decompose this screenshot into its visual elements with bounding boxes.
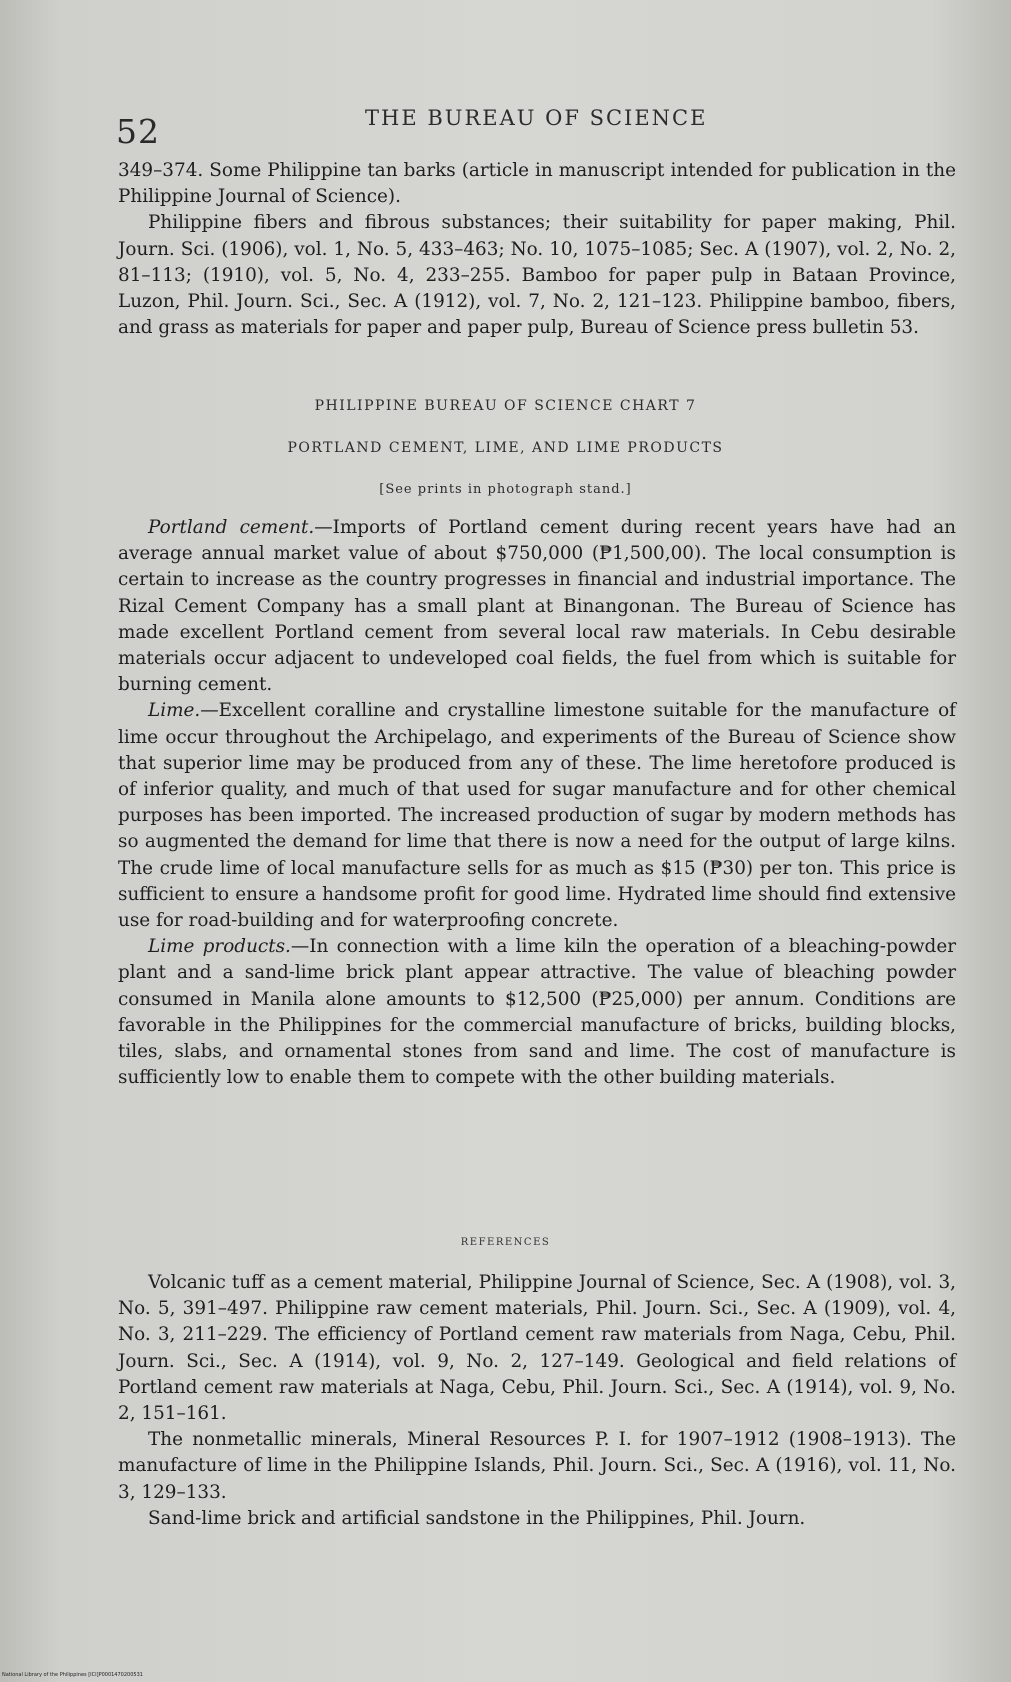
section-lead: Lime products. [148, 936, 291, 958]
intro-paragraph-2: Philippine fibers and fibrous substances; their suitability for paper making, Phil. Journ. Sci. (1906), vol. 1, No. 5, 433–463; No. 10, 1075–1085; Sec. A (1907), vol. 2, No. 2, 81–113; (1910), vol. 5, No. 4, 233–255. Bamboo for paper pulp in Bataan Province, Luzon, Phil. Journ. Sci., Sec. A (1912), vol. 7, No. 2, 121–123. Philippine bamboo, fibers, and grass as materials for paper and paper pulp, Bureau of Science press bulletin 53. [118, 212, 956, 339]
reference-item: Sand-lime brick and artificial sandstone in the Philippines, Phil. Journ. [148, 1507, 806, 1529]
chart-heading: PHILIPPINE BUREAU OF SCIENCE CHART 7 [314, 398, 697, 414]
reference-item: The nonmetallic minerals, Mineral Resources P. I. for 1907–1912 (1908–1913). The manufacture of lime in the Philippine Islands, Phil. Journ. Sci., Sec. A (1916), vol. 11, No. 3, 129–133. [118, 1429, 956, 1503]
section-lead: Portland cement. [148, 517, 315, 538]
reference-item: Volcanic tuff as a cement material, Philippine Journal of Science, Sec. A (1908), vol. 3, No. 5, 391–497. Philippine raw cement materials, Phil. Journ. Sci., Sec. A (1909), vol. 4, No. 3, 211–229. The efficiency of Portland cement raw materials from Naga, Cebu, Phil. Journ. Sci., Sec. A (1914), vol. 9, No. 2, 127–149. Geological and field relations of Portland cement raw materials at Naga, Cebu, Phil. Journ. Sci., Sec. A (1914), vol. 9, No. 2, 151–161. [118, 1272, 956, 1425]
main-text [118, 515, 956, 1091]
references-heading: REFERENCES [460, 1237, 551, 1248]
section-text: —Excellent coralline and crystalline limestone suitable for the manufacture of lime occur throughout the Archipelago, and experiments of the Bureau of Science show that superior lime may be produced from any of these. The lime heretofore produced is of inferior quality, and much of that used for sugar manufacture and for other chemical purposes has been imported. The increased production of sugar by modern methods has so augmented the demand for lime that there is now a need for the output of large kilns. The crude lime of local manufacture sells for as much as $15 (₱30) per ton. This price is sufficient to ensure a handsome profit for good lime. Hydrated lime should find extensive use for road-building and for waterproofing concrete. [118, 700, 956, 932]
section-text: —Imports of Portland cement during recent years have had an average annual market value of about $750,000 (₱1,500,00). The local consumption is certain to increase as the country progresses in financial and industrial importance. The Rizal Cement Company has a small plant at Binangonan. The Bureau of Science has made excellent Portland cement from several local raw materials. In Cebu desirable materials occur adjacent to undeveloped coal fields, the fuel from which is suitable for burning cement. [118, 517, 957, 696]
running-head: THE BUREAU OF SCIENCE [365, 106, 708, 130]
chart-note: [See prints in photograph stand.] [379, 482, 632, 497]
chart-subheading: PORTLAND CEMENT, LIME, AND LIME PRODUCTS [287, 440, 724, 456]
page-number: 52 [116, 112, 160, 151]
intro-text [118, 158, 956, 341]
scan-credit: National Library of the Philippines [ICI]P0001470200531 [2, 1672, 143, 1678]
section-portland-cement [118, 515, 956, 698]
intro-paragraph-1: 349–374. Some Philippine tan barks (article in manuscript intended for publication in the Philippine Journal of Science). [118, 160, 956, 208]
section-text: —In connection with a lime kiln the operation of a bleaching-powder plant and a sand-lime brick plant appear attractive. The value of bleaching powder consumed in Manila alone amounts to $12,500 (₱25,000) per annum. Conditions are favorable in the Philippines for the commercial manufacture of bricks, building blocks, tiles, slabs, and ornamental stones from sand and lime. The cost of manufacture is sufficiently low to enable them to compete with the other building materials. [118, 936, 957, 1089]
section-lead: Lime. [148, 700, 201, 722]
references-list [118, 1270, 956, 1532]
section-lime [118, 698, 956, 934]
section-lime-products [118, 934, 956, 1091]
